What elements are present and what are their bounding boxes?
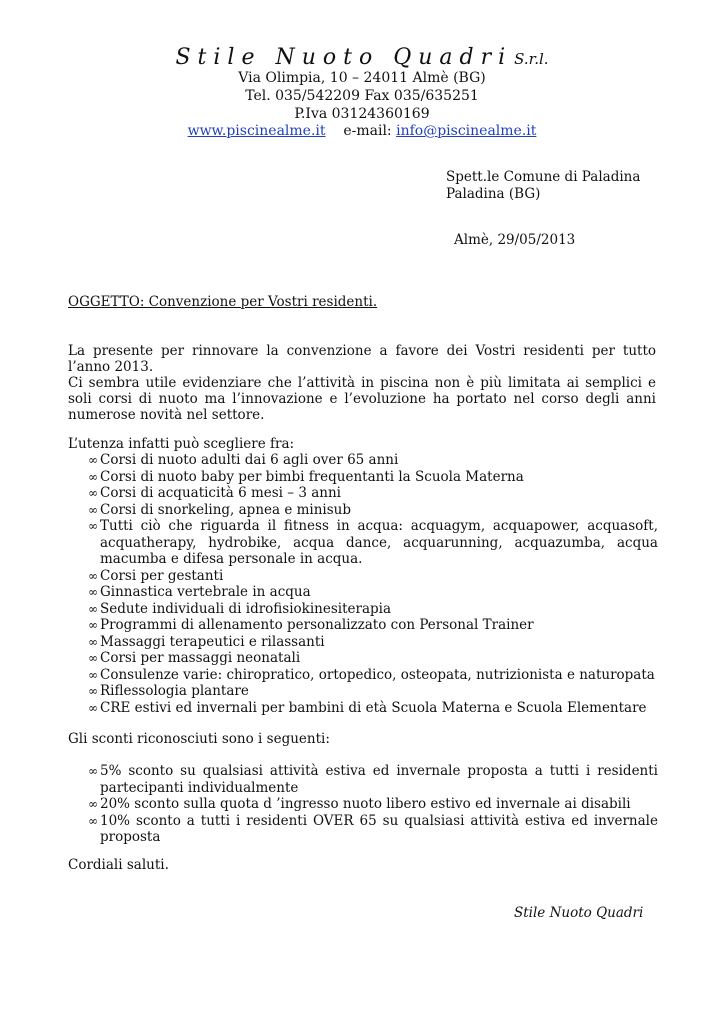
bullet-icon: ∞ [88, 486, 98, 500]
list-item: ∞ Corsi di snorkeling, apnea e minisub [88, 501, 352, 518]
company-phone-fax: Tel. 035/542209 Fax 035/635251 [245, 88, 479, 104]
company-name-text: Stile Nuoto Quadri [175, 45, 513, 70]
intro-paragraph: La presente per rinnovare la convenzione a favore dei Vostri residenti per tutto l’anno 2013. [68, 343, 656, 375]
list-item: ∞ CRE estivi ed invernali per bambini di età Scuola Materna e Scuola Elementare [88, 699, 647, 716]
bullet-icon: ∞ [88, 634, 98, 649]
discounts-list [68, 763, 658, 846]
email-label: e-mail: [343, 123, 392, 139]
closing-greeting: Cordiali saluti. [68, 857, 169, 873]
list-item: ∞ Corsi per gestanti [88, 567, 224, 584]
list-item: ∞ Riflessologia plantare [88, 683, 249, 699]
list-item: ∞ Tutti ciò che riguarda il fitness in acqua: acquagym, acquapower, acquasoft, acquatherapy, hydrobike, acqua dance, acquarunning, acquazumba, acqua macumba e difesa personale in acqua. [88, 518, 658, 567]
bullet-icon: ∞ [88, 797, 98, 811]
list-item: ∞ Corsi di nuoto baby per bimbi frequentanti la Scuola Materna [88, 468, 524, 485]
bullet-icon: ∞ [88, 502, 98, 517]
bullet-icon: ∞ [88, 601, 98, 616]
list-item: ∞ Corsi di acquaticità 6 mesi – 3 anni [88, 485, 341, 501]
list-item: ∞ Corsi per massaggi neonatali [88, 650, 301, 666]
signature: Stile Nuoto Quadri [514, 905, 644, 921]
list-item: ∞ Corsi di nuoto adulti dai 6 agli over 65 anni [88, 452, 399, 468]
list-item: ∞ 5% sconto su qualsiasi attività estiva ed invernale proposta a tutti i residenti partecipanti individualmente [88, 763, 658, 796]
choices-intro: L’utenza infatti può scegliere fra: [68, 436, 295, 452]
list-item: ∞ 10% sconto a tutti i residenti OVER 65 su qualsiasi attività estiva ed invernale proposta [88, 812, 658, 845]
company-address: Via Olimpia, 10 – 24011 Almè (BG) [238, 70, 486, 86]
list-item: ∞ Massaggi terapeutici e rilassanti [88, 633, 325, 650]
bullet-icon: ∞ [88, 453, 98, 467]
recipient-line-1: Spett.le Comune di Paladina [446, 169, 641, 185]
website-link[interactable]: www.piscinealme.it [187, 123, 326, 139]
bullet-icon: ∞ [88, 519, 98, 533]
bullet-icon: ∞ [88, 651, 98, 665]
bullet-icon: ∞ [88, 618, 98, 632]
list-item: ∞ Consulenze varie: chiropratico, ortopedico, osteopata, nutrizionista e naturopata [88, 666, 655, 683]
bullet-icon: ∞ [88, 469, 98, 484]
letter-subject: OGGETTO: Convenzione per Vostri residenti. [68, 294, 378, 310]
bullet-icon: ∞ [88, 764, 98, 778]
list-item: ∞ Programmi di allenamento personalizzato con Personal Trainer [88, 617, 534, 633]
bullet-icon: ∞ [88, 700, 98, 715]
recipient-line-2: Paladina (BG) [446, 186, 541, 202]
list-item: ∞ 20% sconto sulla quota d ’ingresso nuoto libero estivo ed invernale ai disabili [88, 796, 631, 812]
discounts-intro: Gli sconti riconosciuti sono i seguenti: [68, 731, 330, 747]
company-suffix: S.r.l. [514, 50, 549, 68]
list-item: ∞ Ginnastica vertebrale in acqua [88, 584, 311, 600]
evolution-paragraph: Ci sembra utile evidenziare che l’attività in piscina non è più limitata ai semplici e soli corsi di nuoto ma l’innovazione e l’evoluzione ha portato nel corso degli anni numerose novità nel settore. [68, 375, 656, 423]
services-list [68, 452, 658, 716]
bullet-icon: ∞ [88, 667, 98, 682]
bullet-icon: ∞ [88, 813, 98, 828]
letter-date: Almè, 29/05/2013 [454, 232, 576, 248]
bullet-icon: ∞ [88, 585, 98, 599]
bullet-icon: ∞ [88, 568, 98, 583]
list-item: ∞ Sedute individuali di idrofisiokinesiterapia [88, 600, 392, 617]
bullet-icon: ∞ [88, 684, 98, 698]
email-link[interactable]: info@piscinealme.it [396, 123, 537, 139]
company-contacts [0, 122, 724, 141]
company-vat: P.Iva 03124360169 [294, 106, 430, 122]
